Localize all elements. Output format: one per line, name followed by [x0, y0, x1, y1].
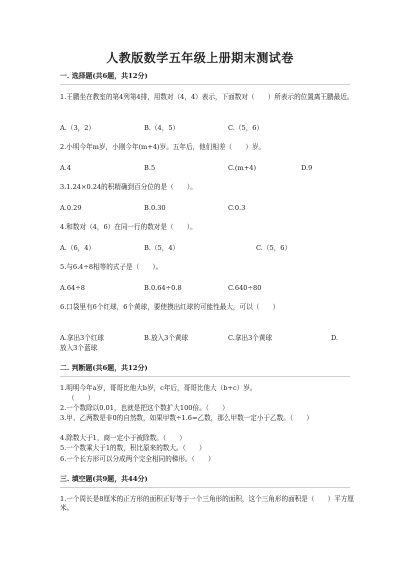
option-b: B.5: [144, 164, 156, 172]
question-judge-1: 1.明明今年a岁，哥哥比他大b岁，c年后，哥哥比他大（b+c）岁。: [60, 384, 257, 392]
section-heading-judge: 二. 判断题(共6题，共12分): [60, 364, 148, 372]
question-judge-2: 2.一个数除以0.01，也就是把这个数扩大100倍。（ ）: [60, 404, 229, 412]
option-c: C.640÷80: [228, 284, 262, 292]
option-b: B.（4，5）: [144, 124, 180, 132]
question-choice-4: 4.和数对（4，6）在同一行的数对是（ ）。: [60, 223, 197, 231]
options-choice-3: [60, 204, 360, 214]
option-a: A.0.29: [60, 204, 82, 212]
option-b: B.（5，4）: [144, 244, 180, 252]
section-divider: [60, 84, 350, 85]
question-choice-1: 1.王鹏坐在教室的第4列第4排，用数对（4，4）表示，下面数对（ ）所表示的位置离王鹏最近。: [60, 93, 354, 101]
option-c: C.拿出3个黄球: [228, 334, 273, 342]
option-b: B.放入3个黄球: [144, 334, 189, 342]
option-b: B.0.64÷0.8: [144, 284, 182, 292]
section-heading-choice: 一. 选择题(共6题，共12分): [60, 72, 148, 80]
option-d: D.: [331, 334, 339, 342]
option-a: A.（3，2）: [60, 124, 96, 132]
options-choice-4: [60, 244, 360, 254]
option-c: C.(m+4): [228, 164, 257, 172]
option-a: A.拿出3个红球: [60, 334, 105, 342]
option-d-continued: 放入3个蓝球: [60, 344, 98, 352]
question-judge-6: 6.一个长方形可以分成两个完全相同的梯形。（ ）: [60, 455, 215, 463]
question-choice-3: 3.1.24×0.24的积精确到百分位的是（ ）。: [60, 183, 197, 191]
section-divider: [60, 376, 350, 377]
options-choice-1: [60, 124, 360, 134]
question-judge-4: 4.除数大于1，商一定小于被除数。（ ）: [60, 434, 186, 442]
question-choice-2: 2.小明今年m岁，小刚今年(m+4)岁。五年后，他们相差（ ）岁。: [60, 143, 266, 151]
section-divider: [60, 487, 350, 488]
question-choice-5: 5.与6.4÷8相等的式子是（ ）。: [60, 263, 163, 271]
options-choice-6: [60, 334, 360, 344]
option-b: B.0.30: [144, 204, 166, 212]
question-choice-6: 6.口袋里有6个红球，6个黄球，要使摸出红球的可能性最大，可以（ ）: [60, 303, 280, 311]
option-c: C.0.3: [228, 204, 246, 212]
option-d: D.9: [301, 164, 313, 172]
option-a: A.64÷8: [60, 284, 85, 292]
option-c: C.（5，6）: [228, 124, 264, 132]
options-choice-2: [60, 164, 360, 174]
question-judge-3: 3.甲、乙两数是非0的自然数，如果甲数÷1.6=乙数，那么甲数一定小于乙数。（ ）: [60, 414, 313, 422]
option-a: A.4: [60, 164, 72, 172]
section-heading-fill: 三. 填空题(共9题，共44分): [60, 475, 148, 483]
question-judge-1-blank: （ ）: [68, 394, 95, 402]
question-judge-5: 5.一个数乘大于1的数，积比原来的数大。（ ）: [60, 444, 206, 452]
options-choice-5: [60, 284, 360, 294]
question-fill-1: 1.一个周长是8厘米的正方形的面积正好等于一个三角形的面积，这个三角形的面积是（ ）平方厘米。: [60, 495, 355, 512]
option-c: C.（5，6）: [256, 244, 292, 252]
option-a: A.（6，4）: [60, 244, 96, 252]
page-title: 人教版数学五年级上册期末测试卷: [106, 51, 294, 65]
